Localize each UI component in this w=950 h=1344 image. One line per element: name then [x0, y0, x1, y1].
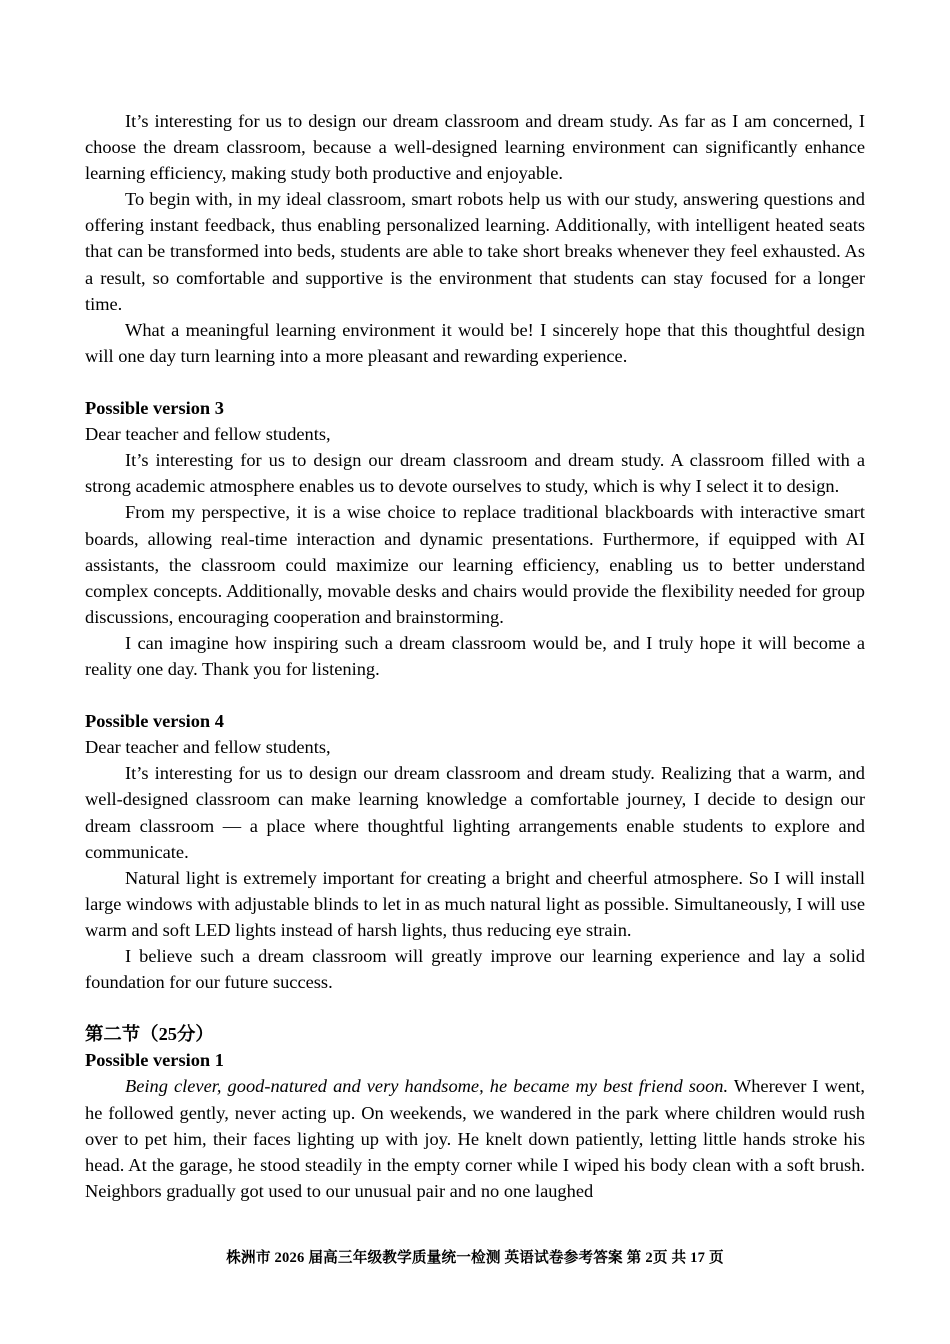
heading-section2-possible-version-1: Possible version 1 [85, 1050, 224, 1071]
paragraph-v2-1: It’s interesting for us to design our dream classroom and dream study. As far as I am concerned, I choose the dream classroom, because a well-designed learning environment can significantly enhance learning efficiency, making study both productive and enjoyable. [85, 111, 865, 184]
paragraph-section2-v1 [85, 1073, 865, 1203]
paragraph-v4-3: I believe such a dream classroom will greatly improve our learning experience and lay a solid foundation for our future success. [85, 946, 865, 993]
paragraph-v3-1: It’s interesting for us to design our dream classroom and dream study. A classroom filled with a strong academic atmosphere enables us to devote ourselves to study, which is why I select it to design. [85, 450, 865, 497]
paragraph-v3-2: From my perspective, it is a wise choice to replace traditional blackboards with interactive smart boards, allowing real-time interaction and dynamic presentations. Furthermore, if equipped with AI assistants, the classroom could maximize our learning efficiency, enabling us to better understand complex concepts. Additionally, movable desks and chairs would provide the flexibility needed for group discussions, encouraging cooperation and brainstorming. [85, 502, 865, 627]
paragraph-section2-v1-rest: Wherever I went, he followed gently, never acting up. On weekends, we wandered in the park where children would rush over to pet him, their faces lighting up with joy. He knelt down patiently, letting little hands stroke his head. At the garage, he stood steadily in the empty corner while I wiped his body clean with a soft brush. Neighbors gradually got used to our unusual pair and no one laughed [85, 1076, 865, 1201]
heading-possible-version-3: Possible version 3 [85, 398, 224, 419]
salutation-version-4: Dear teacher and fellow students, [85, 737, 331, 758]
heading-possible-version-4: Possible version 4 [85, 711, 224, 732]
paragraph-v2-3: What a meaningful learning environment it would be! I sincerely hope that this thoughtful design will one day turn learning into a more pleasant and rewarding experience. [85, 319, 865, 366]
heading-section-2: 第二节（25分） [85, 1024, 214, 1045]
italic-lead-sentence: Being clever, good-natured and very handsome, he became my best friend soon. [125, 1076, 729, 1097]
paragraph-v4-2: Natural light is extremely important for creating a bright and cheerful atmosphere. So I will install large windows with adjustable blinds to let in as much natural light as possible. Simultaneously, I will use warm and soft LED lights instead of harsh lights, thus reducing eye strain. [85, 867, 865, 940]
page-footer: 株洲市 2026 届高三年级教学质量统一检测 英语试卷参考答案 第 2页 共 17 页 [226, 1250, 724, 1266]
spacer-before-version-4 [85, 682, 865, 708]
paragraph-v2-2: To begin with, in my ideal classroom, smart robots help us with our study, answering questions and offering instant feedback, thus enabling personalized learning. Additionally, with intelligent heated seats that can be transformed into beds, students are able to take short breaks whenever they feel exhausted. As a result, so comfortable and supportive is the environment that students can stay focused for a longer time. [85, 189, 865, 314]
document-body [85, 108, 865, 1204]
spacer-before-version-3 [85, 369, 865, 395]
paragraph-v3-3: I can imagine how inspiring such a dream classroom would be, and I truly hope it will become a reality one day. Thank you for listening. [85, 632, 865, 679]
paragraph-v4-1: It’s interesting for us to design our dream classroom and dream study. Realizing that a warm, and well-designed classroom can make learning knowledge a comfortable journey, I decide to design our dream classroom — a place where thoughtful lighting arrangements enable students to explore and communicate. [85, 763, 865, 862]
spacer-before-section-2 [85, 995, 865, 1021]
salutation-version-3: Dear teacher and fellow students, [85, 424, 331, 445]
